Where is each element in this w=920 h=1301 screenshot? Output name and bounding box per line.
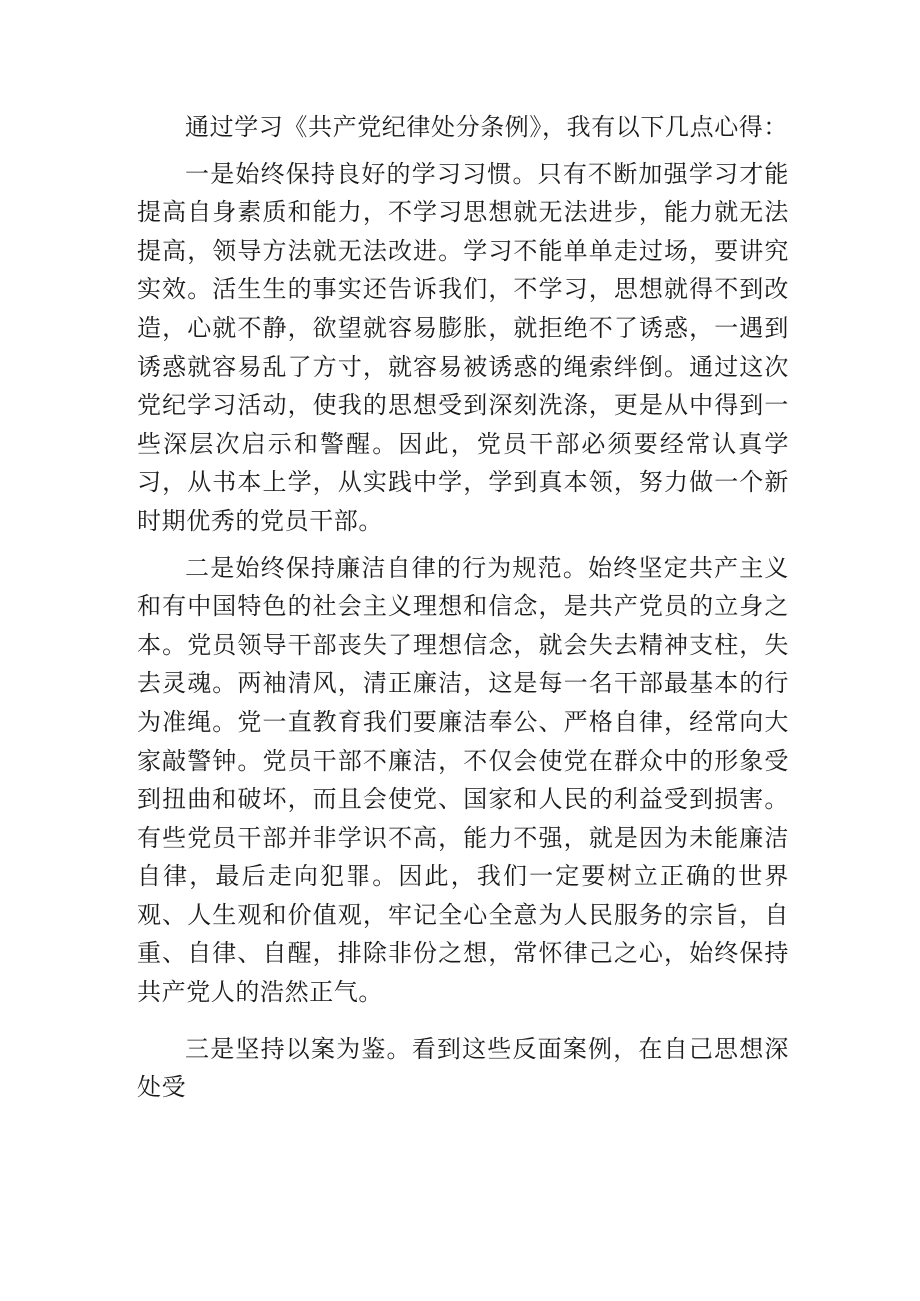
paragraph-point-one: 一是始终保持良好的学习习惯。只有不断加强学习才能提高自身素质和能力，不学习思想就无法进步，能力就无法提高，领导方法就无法改进。学习不能单单走过场，要讲究实效。活生生的事实还告诉我们，不学习，思想就得不到改造，心就不静，欲望就容易膨胀，就拒绝不了诱惑，一遇到诱惑就容易乱了方寸，就容易被诱惑的绳索绊倒。通过这次党纪学习活动，使我的思想受到深刻洗涤，更是从中得到一些深层次启示和警醒。因此，党员干部必须要经常认真学习，从书本上学，从实践中学，学到真本领，努力做一个新时期优秀的党员干部。	[137, 159, 789, 535]
document-body	[137, 108, 789, 1107]
paragraph-intro: 通过学习《共产党纪律处分条例》，我有以下几点心得：	[185, 113, 788, 141]
paragraph-point-three: 三是坚持以案为鉴。看到这些反面案例，在自己思想深处受	[137, 1034, 789, 1102]
paragraph-point-two: 二是始终保持廉洁自律的行为规范。始终坚定共产主义和有中国特色的社会主义理想和信念，是共产党员的立身之本。党员领导干部丧失了理想信念，就会失去精神支柱，失去灵魂。两袖清风，清正廉洁，这是每一名干部最基本的行为准绳。党一直教育我们要廉洁奉公、严格自律，经常向大家敲警钟。党员干部不廉洁，不仅会使党在群众中的形象受到扭曲和破坏，而且会使党、国家和人民的利益受到损害。有些党员干部并非学识不高，能力不强，就是因为未能廉洁自律，最后走向犯罪。因此，我们一定要树立正确的世界观、人生观和价值观，牢记全心全意为人民服务的宗旨，自重、自律、自醒，排除非份之想，常怀律己之心，始终保持共产党人的浩然正气。	[137, 553, 789, 1007]
